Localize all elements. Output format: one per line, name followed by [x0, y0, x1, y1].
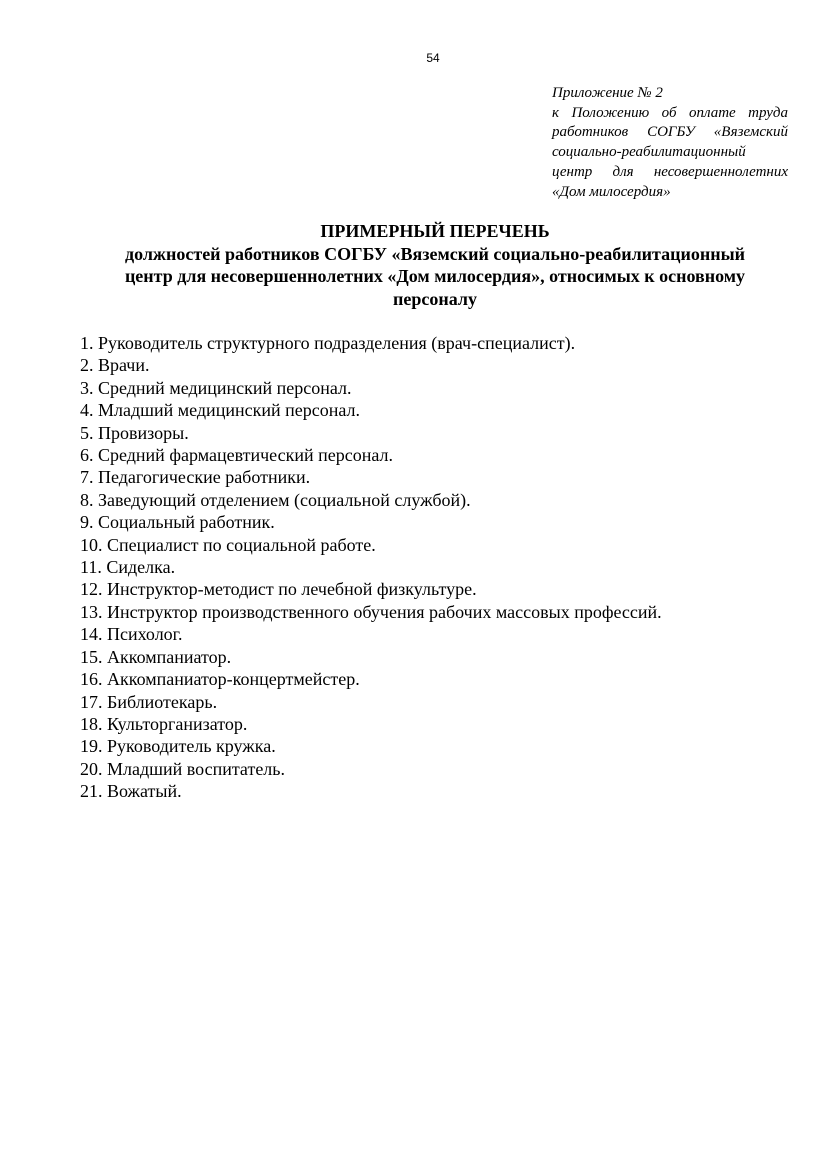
document-title [80, 220, 790, 310]
appendix-note [552, 84, 788, 202]
list-item: 5. Провизоры. [80, 422, 189, 443]
list-item: 12. Инструктор-методист по лечебной физкультуре. [80, 579, 477, 600]
list-item: 15. Аккомпаниатор. [80, 646, 232, 667]
list-item: 18. Культорганизатор. [80, 713, 248, 734]
list-item: 2. Врачи. [80, 355, 150, 376]
appendix-note-line: работников СОГБУ «Вяземский [552, 124, 788, 141]
list-item: 20. Младший воспитатель. [80, 758, 285, 779]
list-item: 11. Сиделка. [80, 557, 176, 578]
title-subheading-line: должностей работников СОГБУ «Вяземский социально-реабилитационный [124, 243, 746, 264]
title-heading: ПРИМЕРНЫЙ ПЕРЕЧЕНЬ [320, 221, 550, 241]
list-item: 8. Заведующий отделением (социальной службой). [80, 489, 471, 510]
list-item: 14. Психолог. [80, 624, 183, 645]
list-item: 7. Педагогические работники. [80, 467, 311, 488]
list-item: 19. Руководитель кружка. [80, 736, 276, 757]
list-item: 13. Инструктор производственного обучения рабочих массовых профессий. [80, 601, 662, 622]
title-subheading-line: центр для несовершеннолетних «Дом милосердия», относимых к основному [124, 266, 746, 286]
list-item: 10. Специалист по социальной работе. [80, 534, 376, 555]
appendix-note-line: к Положению об оплате труда [552, 104, 788, 121]
list-item: 3. Средний медицинский персонал. [80, 377, 352, 398]
list-item: 9. Социальный работник. [80, 512, 275, 533]
page-number: 54 [426, 51, 440, 65]
appendix-note-line: центр для несовершеннолетних [552, 163, 788, 180]
positions-list [80, 332, 662, 803]
list-item: 17. Библиотекарь. [80, 691, 218, 712]
appendix-note-line: Приложение № 2 [552, 85, 663, 101]
list-item: 4. Младший медицинский персонал. [80, 400, 360, 421]
appendix-note-line: социально-реабилитационный [552, 144, 746, 161]
appendix-note-line: «Дом милосердия» [552, 183, 671, 200]
list-item: 16. Аккомпаниатор-концертмейстер. [80, 669, 360, 690]
list-item: 21. Вожатый. [80, 781, 182, 802]
list-item: 1. Руководитель структурного подразделения (врач-специалист). [80, 333, 576, 353]
title-subheading-line: персоналу [393, 288, 477, 309]
list-item: 6. Средний фармацевтический персонал. [80, 445, 393, 466]
